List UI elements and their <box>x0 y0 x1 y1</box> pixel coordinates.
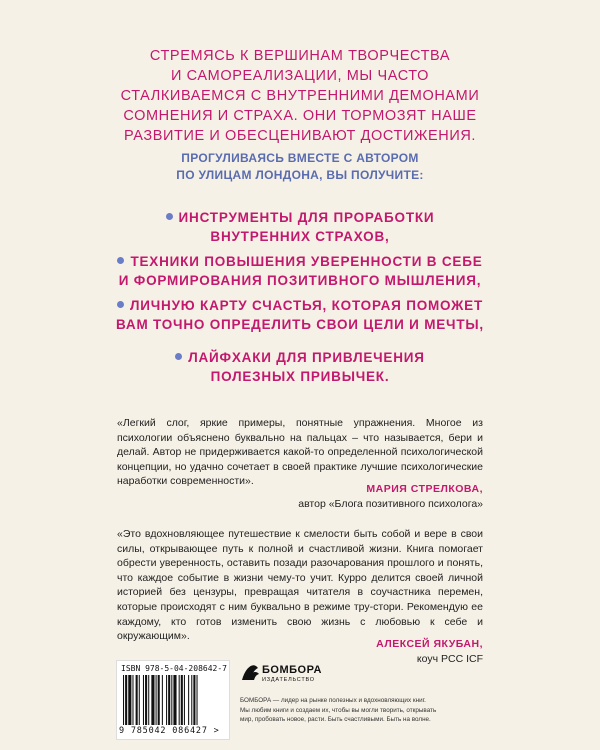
intro-line: И САМОРЕАЛИЗАЦИИ, МЫ ЧАСТО <box>171 68 429 84</box>
publisher-sub: ИЗДАТЕЛЬСТВО <box>262 677 315 683</box>
benefit-line: ИНСТРУМЕНТЫ ДЛЯ ПРОРАБОТКИ <box>178 210 435 225</box>
publisher-line: Мы любим книги и создаем их, чтобы вы могли творить, открывать <box>240 706 437 714</box>
benefit-line: ЛАЙФХАКИ ДЛЯ ПРИВЛЕЧЕНИЯ <box>188 350 425 365</box>
isbn-label: ISBN 978-5-04-208642-7 <box>121 664 227 673</box>
publisher-description <box>240 696 500 725</box>
bullet-icon <box>166 213 173 220</box>
barcode-number: 9 785042 086427 > <box>119 726 220 736</box>
publisher-line: мир, пробовать новое, расти. Быть счастливыми. Быть на волне. <box>240 716 431 723</box>
benefit-line: ТЕХНИКИ ПОВЫШЕНИЯ УВЕРЕННОСТИ В СЕБЕ <box>130 254 483 269</box>
review-role-1: автор «Блога позитивного психолога» <box>298 498 483 510</box>
benefit-line: ПОЛЕЗНЫХ ПРИВЫЧЕК. <box>210 369 390 384</box>
bullet-icon <box>117 301 124 308</box>
benefit-line: И ФОРМИРОВАНИЯ ПОЗИТИВНОГО МЫШЛЕНИЯ, <box>118 273 482 288</box>
lead-line: ПРОГУЛИВАЯСЬ ВМЕСТЕ С АВТОРОМ <box>181 151 419 165</box>
bullet-icon <box>175 353 182 360</box>
benefit-line: ВНУТРЕННИХ СТРАХОВ, <box>210 229 390 244</box>
benefit-item <box>60 348 540 386</box>
lead-text <box>120 150 480 184</box>
isbn-barcode <box>116 660 230 740</box>
publisher-line: БОМБОРА — лидер на рынке полезных и вдохновляющих книг. <box>240 697 426 704</box>
bullet-icon <box>117 257 124 264</box>
barcode-bars <box>123 675 223 725</box>
benefit-item <box>60 208 540 246</box>
benefit-item <box>60 296 540 334</box>
benefit-line: ЛИЧНУЮ КАРТУ СЧАСТЬЯ, КОТОРАЯ ПОМОЖЕТ <box>129 298 484 313</box>
benefit-item <box>60 252 540 290</box>
lead-line: ПО УЛИЦАМ ЛОНДОНА, ВЫ ПОЛУЧИТЕ: <box>176 168 424 182</box>
review-quote-1: «Легкий слог, яркие примеры, понятные упражнения. Многое из психологии объяснено буквально на пальцах – что называется, бери и делай. Автор не придерживается какой-то определенной психологической концепции, но удачно сочетает в своей практике лучшие психологические наработки современности». <box>117 417 483 488</box>
benefit-line: ВАМ ТОЧНО ОПРЕДЕЛИТЬ СВОИ ЦЕЛИ И МЕЧТЫ, <box>116 317 484 332</box>
review-author-2: АЛЕКСЕЙ ЯКУБАН, <box>376 638 483 650</box>
review-quote-2: «Это вдохновляющее путешествие к смелости быть собой и вере в свои силы, открывающее путь к полной и счастливой жизни. Книга помогает обрести уверенность, оставить позади разочарования прошлого и понять, что каждое событие в жизни чему-то учит. Курро делится своей личной историей без цензуры, превращая читателя в соучастника перемен, которые происходят с ним буквально в режиме тру-стори. Рекомендую ее каждому, кто готов изменить свою жизнь с любовью к себе и окружающим». <box>117 528 483 643</box>
intro-line: СТАЛКИВАЕМСЯ С ВНУТРЕННИМИ ДЕМОНАМИ <box>120 88 480 104</box>
intro-line: РАЗВИТИЕ И ОБЕСЦЕНИВАЮТ ДОСТИЖЕНИЯ. <box>123 128 477 144</box>
intro-line: СТРЕМЯСЬ К ВЕРШИНАМ ТВОРЧЕСТВА <box>149 48 451 64</box>
intro-text <box>100 46 500 146</box>
intro-line: СОМНЕНИЯ И СТРАХА. ОНИ ТОРМОЗЯТ НАШЕ <box>123 108 477 124</box>
review-author-1: МАРИЯ СТРЕЛКОВА, <box>366 483 483 495</box>
review-role-2: коуч PCC ICF <box>416 653 483 665</box>
publisher-name: БОМБОРА <box>262 664 322 676</box>
